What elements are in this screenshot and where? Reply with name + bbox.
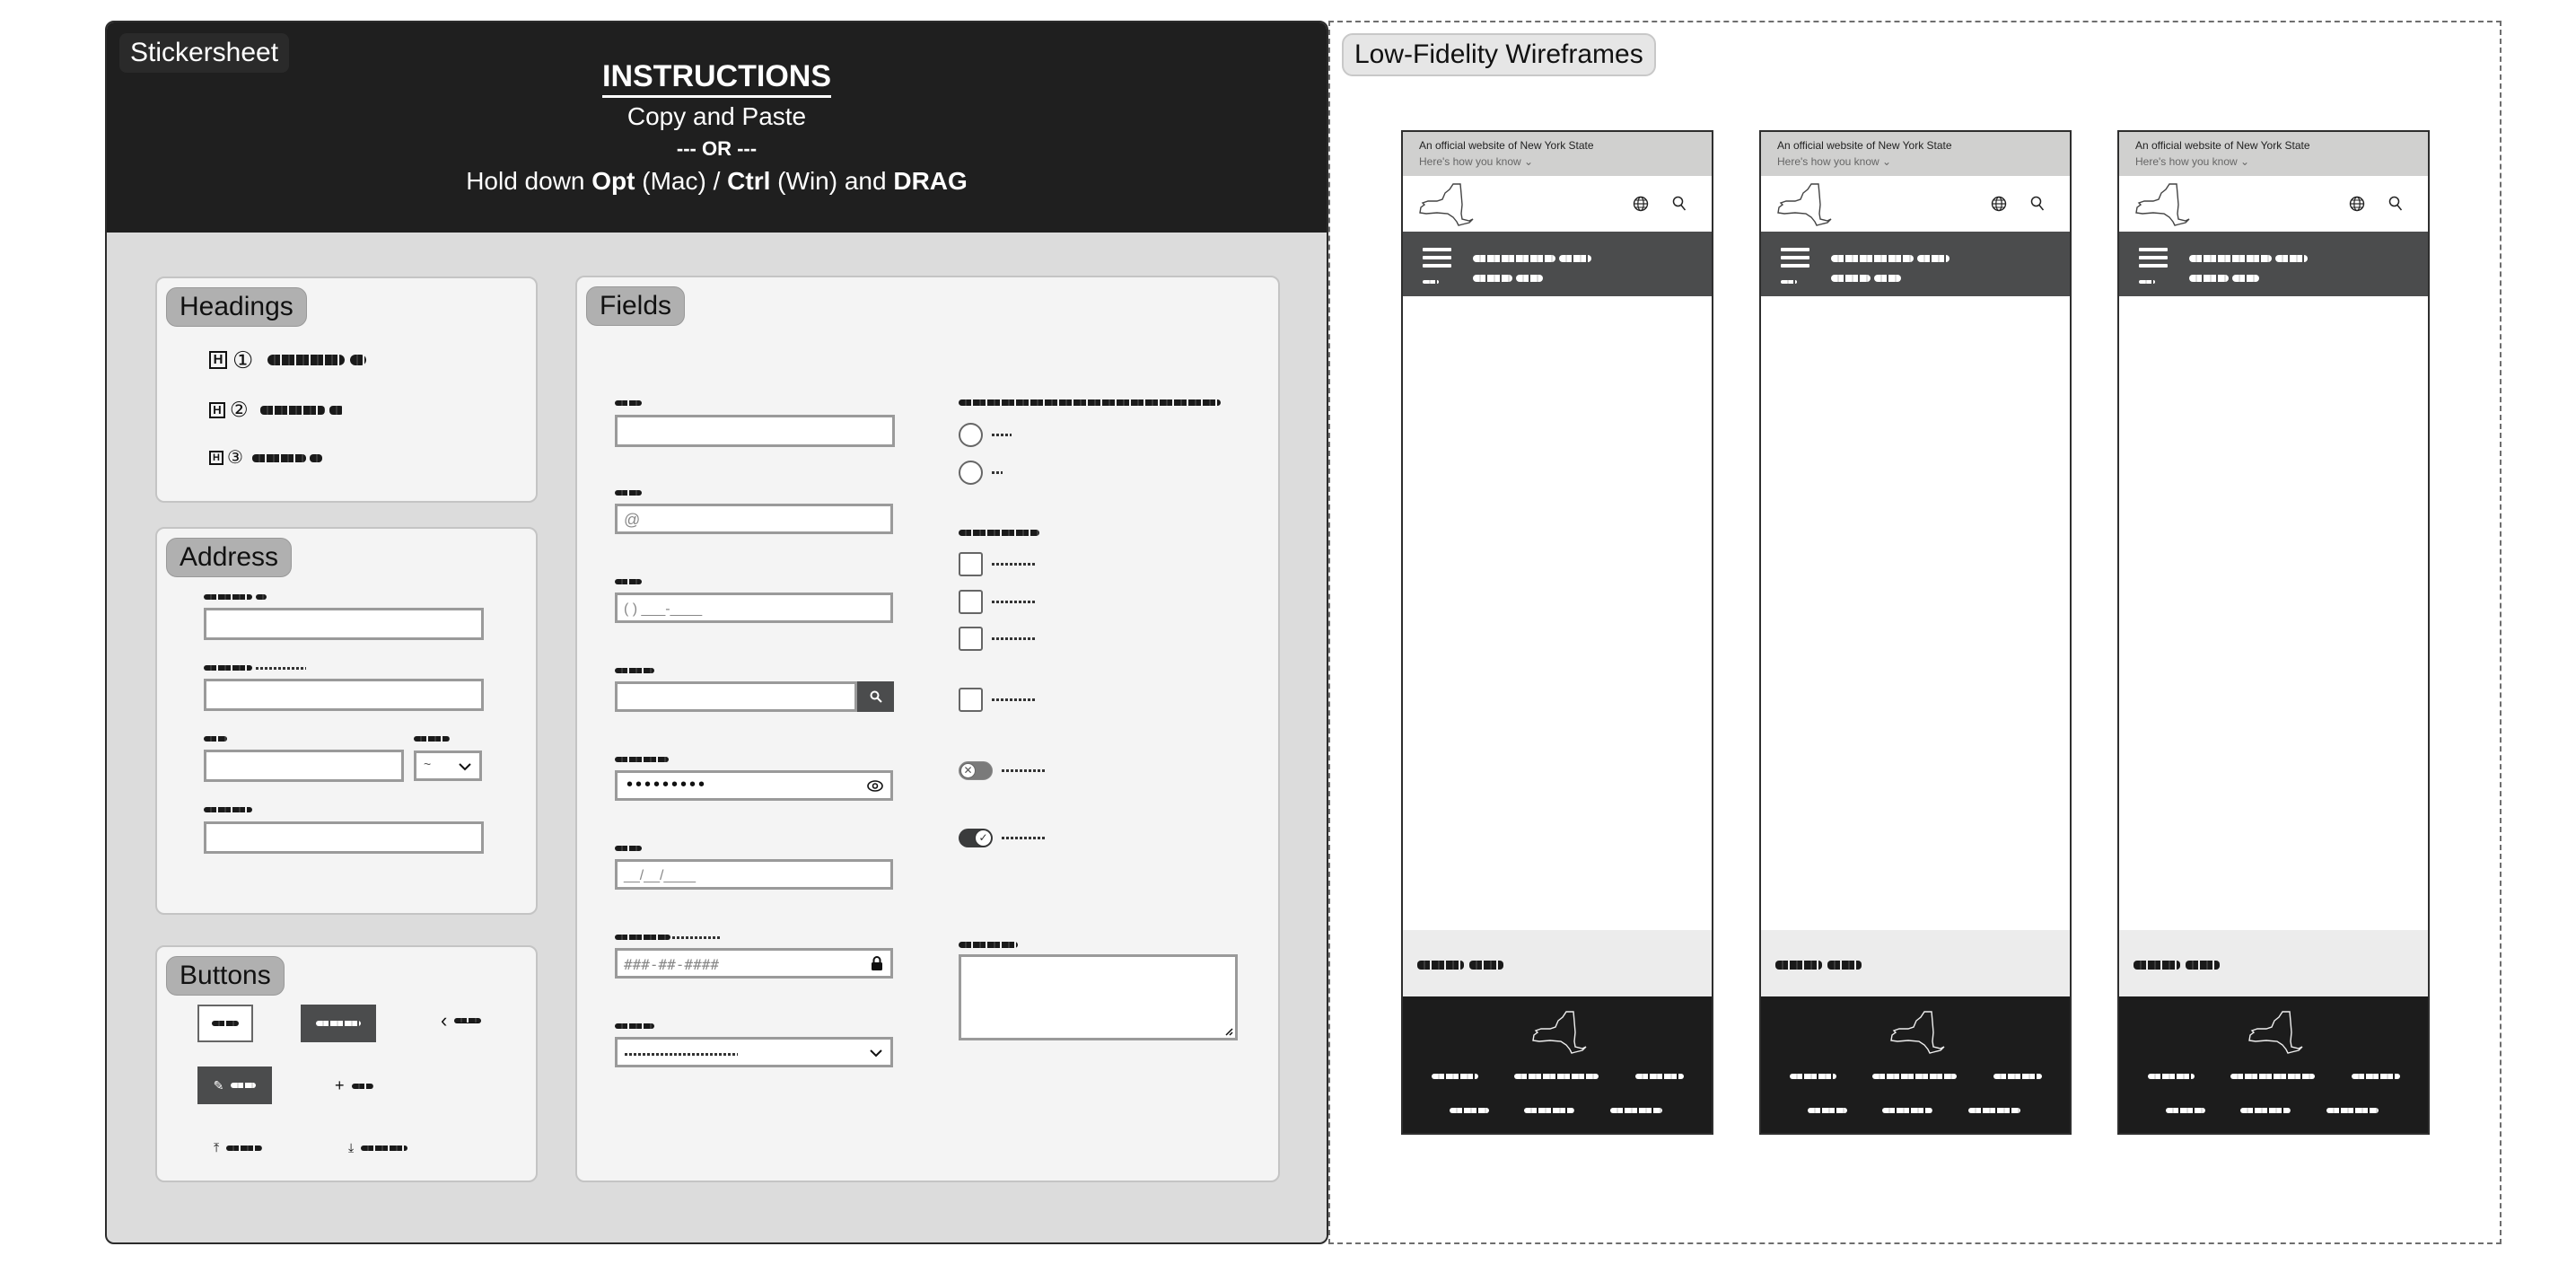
back-link-label [454, 1018, 481, 1023]
agency-name-line-2-end [1874, 275, 1901, 282]
instructions-header [107, 22, 1327, 233]
close-icon: ✕ [960, 763, 976, 778]
checkbox[interactable] [959, 590, 983, 614]
optional-hint [256, 667, 306, 670]
add-link-button[interactable] [335, 1076, 373, 1095]
heading-level-1-icon: ① [232, 347, 254, 373]
chevron-down-icon: ⌄ [1882, 155, 1892, 168]
city-label [204, 736, 227, 742]
chevron-down-icon [869, 1048, 883, 1058]
footer [2119, 996, 2428, 1133]
gov-banner [1403, 132, 1712, 176]
hamburger-menu-icon[interactable] [2139, 248, 2168, 272]
footer-link[interactable] [1432, 1074, 1478, 1079]
checkbox-option-2-label [992, 601, 1037, 603]
resize-handle-icon[interactable] [1225, 1028, 1233, 1036]
heading-level-3-icon: ③ [227, 448, 243, 468]
how-you-know-text: Here's how you know [1419, 155, 1521, 168]
instructions-title-text: INSTRUCTIONS [602, 59, 831, 98]
street-address-2-input[interactable] [204, 679, 484, 711]
new-york-state-footer-logo-icon [2247, 1009, 2304, 1056]
chevron-down-icon [458, 761, 472, 772]
download-button[interactable] [348, 1140, 407, 1155]
date-label [615, 846, 642, 851]
eye-icon[interactable] [867, 780, 883, 792]
how-you-know-toggle[interactable] [2135, 155, 2249, 168]
search-icon[interactable] [1672, 196, 1687, 212]
ssn-input[interactable] [615, 948, 893, 979]
date-placeholder: __/__/____ [624, 868, 697, 883]
city-input[interactable] [204, 750, 404, 782]
footer-link[interactable] [1993, 1074, 2042, 1079]
logo-bar [1761, 176, 2070, 232]
footer-link[interactable] [1635, 1074, 1684, 1079]
pre-footer-text [1775, 961, 1822, 970]
key-ctrl: Ctrl [727, 167, 771, 195]
ssn-placeholder: ###-##-#### [624, 956, 719, 973]
checkbox[interactable] [959, 688, 983, 712]
state-label [414, 736, 450, 742]
instructions-title [107, 58, 1327, 94]
new-york-state-logo-icon[interactable] [1417, 181, 1475, 228]
street-address-label-end [256, 594, 267, 600]
new-york-state-footer-logo-icon [1530, 1009, 1588, 1056]
street-address-2-label [204, 665, 252, 671]
footer [1761, 996, 2070, 1133]
secondary-button[interactable] [197, 1005, 253, 1042]
text: (Mac) / [635, 167, 728, 195]
plus-icon: + [335, 1076, 345, 1094]
chevron-down-icon: ⌄ [2240, 155, 2250, 168]
email-label [615, 490, 642, 496]
footer-link[interactable] [1790, 1074, 1836, 1079]
footer-link[interactable] [2148, 1074, 2195, 1079]
stickersheet-tag: Stickersheet [119, 33, 289, 73]
phone-label [615, 579, 642, 584]
wireframes-tag: Low-Fidelity Wireframes [1342, 33, 1656, 76]
agency-name-line-2 [2189, 275, 2229, 282]
fields-tag: Fields [586, 286, 685, 326]
download-icon: ⤓ [348, 1140, 355, 1154]
text: Hold down [466, 167, 592, 195]
pre-footer-text [2134, 961, 2180, 970]
pre-footer-text-end [2186, 961, 2220, 970]
headings-panel [155, 276, 538, 503]
footer-link[interactable] [1882, 1108, 1932, 1113]
globe-icon[interactable] [1991, 196, 2007, 212]
footer [1403, 996, 1712, 1133]
heading-1-sticker[interactable] [209, 348, 366, 372]
agency-name-line-1-end [1917, 255, 1950, 262]
heading-2-text [260, 406, 325, 415]
state-select-value: ~ [424, 757, 432, 771]
gov-banner [1761, 132, 2070, 176]
page-body [2119, 296, 2428, 930]
primary-button[interactable] [301, 1005, 376, 1042]
pre-footer-band [2119, 930, 2428, 996]
menu-label [2139, 280, 2155, 284]
agency-name-line-1 [1473, 255, 1555, 262]
heading-icon: H [209, 451, 223, 465]
footer-link[interactable] [1872, 1074, 1957, 1079]
ssn-label [615, 935, 670, 940]
footer-link[interactable] [1808, 1108, 1847, 1113]
pre-footer-text [1417, 961, 1464, 970]
footer-link[interactable] [2352, 1074, 2400, 1079]
standalone-checkbox[interactable] [959, 688, 1037, 712]
checkbox-group-label [959, 530, 1039, 536]
how-you-know-text: Here's how you know [2135, 155, 2238, 168]
radio-button[interactable] [959, 461, 983, 485]
primary-button-label [316, 1021, 361, 1026]
address-panel [155, 527, 538, 915]
globe-icon[interactable] [2349, 196, 2365, 212]
address-tag: Address [166, 538, 292, 577]
textarea-input[interactable] [959, 954, 1238, 1040]
agency-name-line-1-end [1559, 255, 1591, 262]
phone-input[interactable] [615, 592, 893, 623]
buttons-panel [155, 945, 538, 1182]
agency-name-line-1 [1831, 255, 1914, 262]
download-label [361, 1146, 407, 1151]
ssn-optional-hint [672, 936, 721, 939]
heading-icon: H [209, 402, 225, 418]
heading-3-sticker[interactable] [209, 449, 322, 467]
agency-name-line-1 [2189, 255, 2272, 262]
how-you-know-toggle[interactable] [1419, 155, 1533, 168]
agency-name-line-2-end [2232, 275, 2259, 282]
text-field-label [615, 400, 642, 406]
zip-code-label [204, 807, 252, 812]
key-drag: DRAG [893, 167, 968, 195]
toggle-off-label [1002, 769, 1047, 772]
logo-bar [1403, 176, 1712, 232]
chevron-down-icon: ⌄ [1524, 155, 1534, 168]
key-opt: Opt [591, 167, 635, 195]
heading-level-2-icon: ② [230, 398, 249, 421]
radio-option-1[interactable] [959, 423, 1012, 447]
toggle-off[interactable] [959, 761, 1047, 780]
footer-link[interactable] [2240, 1108, 2291, 1113]
text-input[interactable] [615, 415, 895, 447]
toggle-switch-on[interactable] [959, 829, 993, 847]
heading-icon: H [209, 351, 227, 369]
gov-banner-text: An official website of New York State [1777, 139, 1952, 152]
upload-icon: ⤒ [214, 1140, 220, 1154]
add-link-label [352, 1084, 373, 1089]
nav-bar [2119, 232, 2428, 296]
globe-icon[interactable] [1633, 196, 1649, 212]
toggle-on[interactable] [959, 829, 1045, 847]
search-icon [870, 690, 882, 703]
checkbox-option-3[interactable] [959, 627, 1037, 651]
radio-option-1-label [992, 434, 1012, 436]
new-york-state-logo-icon[interactable] [1775, 181, 1833, 228]
upload-label [226, 1146, 262, 1151]
footer-link[interactable] [2166, 1108, 2205, 1113]
date-input[interactable] [615, 859, 893, 890]
pre-footer-text-end [1827, 961, 1862, 970]
edit-icon: ✎ [213, 1077, 224, 1093]
text: (Win) and [770, 167, 894, 195]
agency-name-line-1-end [2275, 255, 2308, 262]
lock-icon [871, 956, 883, 971]
hamburger-menu-icon[interactable] [1781, 248, 1809, 272]
heading-3-text-end [310, 454, 322, 462]
how-you-know-toggle[interactable] [1777, 155, 1891, 168]
email-placeholder: @ [624, 511, 641, 529]
pre-footer-text-end [1469, 961, 1503, 970]
edit-button[interactable] [197, 1066, 272, 1104]
headings-tag: Headings [166, 287, 307, 327]
footer-link[interactable] [1524, 1108, 1574, 1113]
secondary-button-label [212, 1021, 239, 1026]
search-input[interactable] [615, 681, 857, 712]
toggle-switch-off[interactable] [959, 761, 993, 780]
standalone-checkbox-label [992, 698, 1037, 701]
menu-label [1781, 280, 1797, 284]
dropdown-label [615, 1023, 654, 1029]
new-york-state-footer-logo-icon [1888, 1009, 1946, 1056]
footer-link[interactable] [1968, 1108, 2020, 1113]
radio-option-2[interactable] [959, 461, 1003, 485]
gov-banner-text: An official website of New York State [1419, 139, 1594, 152]
gov-banner [2119, 132, 2428, 176]
agency-name-line-2 [1831, 275, 1871, 282]
search-icon[interactable] [2030, 196, 2045, 212]
back-link-button[interactable] [441, 1009, 481, 1031]
phone-placeholder: ( ) ___-____ [624, 601, 703, 617]
instructions-or-separator: --- OR --- [676, 137, 758, 160]
hamburger-menu-icon[interactable] [1423, 248, 1451, 272]
checkbox-option-3-label [992, 637, 1037, 640]
dropdown-select[interactable] [615, 1037, 893, 1067]
gov-banner-text: An official website of New York State [2135, 139, 2310, 152]
radio-question-label [959, 399, 1221, 406]
fields-panel [575, 276, 1280, 1182]
footer-link[interactable] [1610, 1108, 1662, 1113]
search-button[interactable] [857, 681, 894, 712]
pre-footer-band [1761, 930, 2070, 996]
footer-link[interactable] [2230, 1074, 2315, 1079]
heading-2-sticker[interactable] [209, 399, 344, 420]
checkbox-option-1[interactable] [959, 552, 1037, 576]
dropdown-value [625, 1053, 738, 1056]
footer-link[interactable] [1514, 1074, 1599, 1079]
edit-button-label [231, 1083, 256, 1088]
street-address-1-input[interactable] [204, 608, 484, 640]
mobile-wireframe-3[interactable] [2117, 130, 2430, 1135]
logo-bar [2119, 176, 2428, 232]
footer-link[interactable] [2326, 1108, 2379, 1113]
mobile-wireframe-2[interactable] [1759, 130, 2072, 1135]
nav-bar [1403, 232, 1712, 296]
page-body [1403, 296, 1712, 930]
agency-name-line-2-end [1516, 275, 1543, 282]
textarea-label [959, 942, 1018, 948]
toggle-on-label [1002, 837, 1045, 839]
footer-link[interactable] [1450, 1108, 1489, 1113]
check-icon: ✓ [975, 830, 992, 847]
heading-2-text-end [329, 406, 344, 415]
search-label [615, 668, 654, 673]
email-input[interactable] [615, 504, 893, 534]
buttons-tag: Buttons [166, 956, 285, 996]
mobile-wireframe-1[interactable] [1401, 130, 1713, 1135]
checkbox-option-1-label [992, 563, 1037, 566]
radio-button[interactable] [959, 423, 983, 447]
radio-option-2-label [992, 471, 1003, 474]
instructions-hold-down [107, 166, 1327, 197]
pre-footer-band [1403, 930, 1712, 996]
heading-1-text [267, 355, 345, 365]
street-address-label [204, 594, 252, 600]
upload-button[interactable] [214, 1140, 262, 1155]
password-label [615, 757, 669, 762]
instructions-copy-paste: Copy and Paste [626, 102, 807, 130]
heading-3-text [252, 454, 306, 462]
agency-name-line-2 [1473, 275, 1512, 282]
state-select[interactable] [414, 750, 482, 781]
chevron-left-icon: ‹ [441, 1009, 448, 1031]
stickersheet-section [105, 21, 1328, 1244]
new-york-state-logo-icon[interactable] [2134, 181, 2191, 228]
checkbox[interactable] [959, 627, 983, 651]
password-input[interactable] [615, 770, 893, 801]
menu-label [1423, 280, 1439, 284]
search-icon[interactable] [2388, 196, 2403, 212]
checkbox-option-2[interactable] [959, 590, 1037, 614]
page-body [1761, 296, 2070, 930]
heading-1-text-end [350, 355, 366, 365]
nav-bar [1761, 232, 2070, 296]
how-you-know-text: Here's how you know [1777, 155, 1879, 168]
zip-code-input[interactable] [204, 821, 484, 854]
password-value: ••••••••• [626, 775, 708, 794]
checkbox[interactable] [959, 552, 983, 576]
